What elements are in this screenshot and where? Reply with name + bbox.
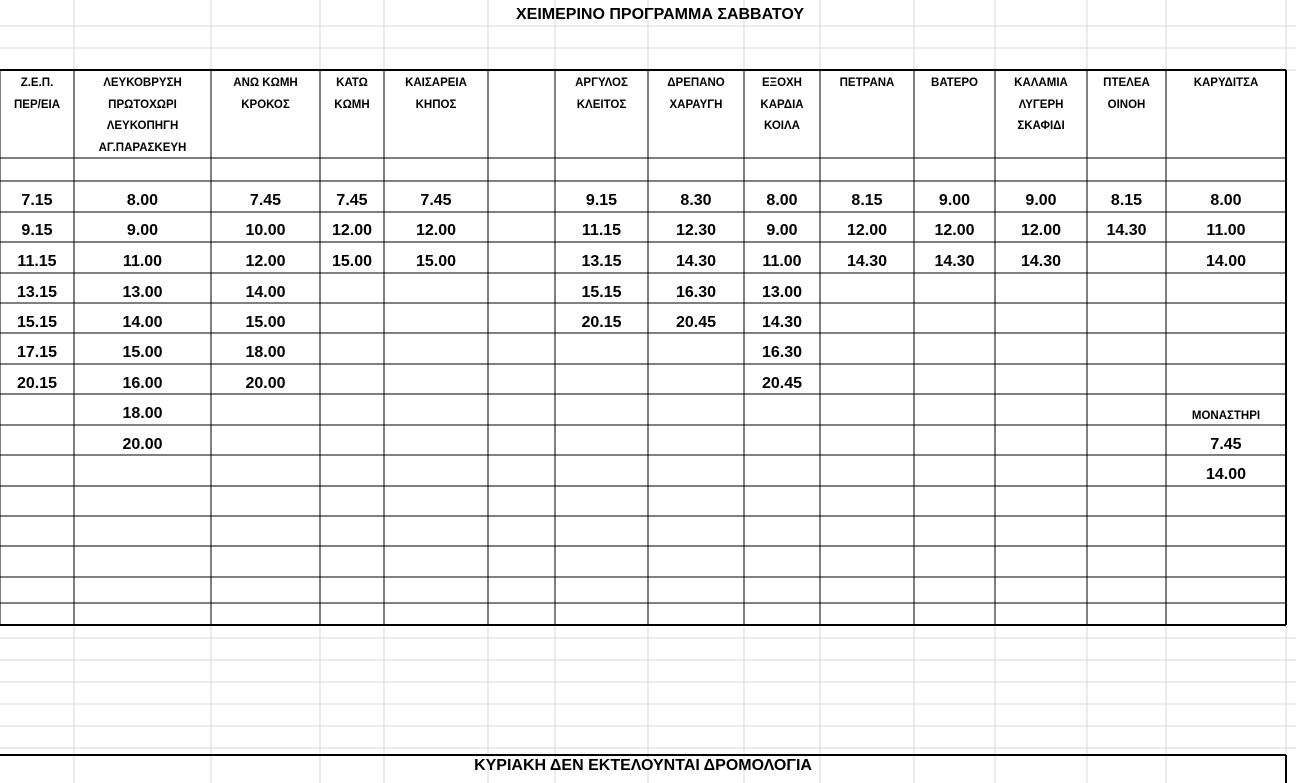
departure-time: 8.00: [1210, 192, 1242, 209]
departure-time: 13.00: [761, 284, 803, 301]
departure-time: 8.15: [851, 192, 883, 209]
column-header-line: ΚΑΛΑΜΙΑ: [1014, 77, 1068, 89]
departure-time: 14.30: [934, 253, 975, 270]
departure-time: 20.45: [675, 314, 717, 331]
departure-time: 9.00: [938, 192, 971, 209]
column-header-line: ΑΡΓΥΛΟΣ: [575, 77, 628, 89]
departure-time: 15.00: [245, 314, 286, 331]
column-header: [914, 73, 995, 95]
departure-time: 14.30: [1106, 222, 1147, 239]
departure-time: 12.00: [1020, 222, 1062, 239]
departure-time: 11.00: [762, 253, 802, 270]
departure-time: 18.00: [122, 405, 163, 422]
departure-time: 14.30: [1020, 253, 1062, 270]
column-header-line: ΠΡΩΤΟΧΩΡΙ: [108, 98, 177, 111]
column-header: [74, 73, 211, 159]
column-header-line: ΚΑΤΩ: [336, 77, 368, 89]
departure-time: 17.15: [16, 344, 58, 361]
departure-time: 7.45: [336, 192, 368, 209]
monastiri-departure-time: 7.45: [1210, 436, 1242, 453]
column-header-line: ΚΑΙΣΑΡΕΙΑ: [405, 77, 467, 89]
departure-time: 7.45: [420, 192, 452, 209]
column-header-line: ΛΕΥΚΟΠΗΓΗ: [106, 120, 179, 132]
departure-time: 9.00: [1025, 192, 1057, 209]
departure-time: 20.45: [761, 375, 803, 392]
column-header-line: ΑΓ.ΠΑΡΑΣΚΕΥΗ: [98, 141, 187, 154]
column-header-line: ΚΑΡΥΔΙΤΣΑ: [1193, 77, 1259, 89]
column-header-line: ΕΞΟΧΗ: [762, 77, 802, 89]
departure-time: 13.15: [581, 253, 622, 270]
departure-time: 18.00: [245, 344, 286, 361]
departure-time: 9.15: [21, 222, 53, 239]
column-header-line: ΠΤΕΛΕΑ: [1103, 77, 1150, 89]
column-header: [211, 73, 320, 116]
departure-time: 8.00: [126, 192, 159, 209]
departure-time: 12.30: [675, 222, 717, 239]
column-header: [820, 73, 914, 95]
departure-time: 10.00: [245, 222, 286, 239]
departure-time: 12.00: [846, 222, 888, 239]
departure-time: 15.00: [415, 253, 457, 270]
column-header: [320, 73, 384, 116]
column-header-line: ΚΡΟΚΟΣ: [241, 98, 290, 111]
column-header-line: ΚΛΕΙΤΟΣ: [576, 98, 627, 111]
departure-time: 14.30: [846, 253, 888, 270]
departure-time: 12.00: [934, 222, 975, 239]
column-header-line: ΛΕΥΚΟΒΡΥΣΗ: [103, 77, 182, 89]
departure-time: 9.00: [126, 222, 159, 239]
column-header-line: ΑΝΩ ΚΩΜΗ: [233, 77, 298, 89]
column-header-line: ΚΗΠΟΣ: [415, 98, 457, 111]
column-header: [1087, 73, 1166, 116]
schedule-title: ΧΕΙΜΕΡΙΝΟ ΠΡΟΓΡΑΜΜΑ ΣΑΒΒΑΤΟΥ: [516, 6, 804, 23]
column-header-line: ΔΡΕΠΑΝΟ: [667, 77, 725, 89]
column-header: [0, 73, 74, 116]
column-header-line: ΟΙΝΟΗ: [1107, 98, 1146, 111]
departure-time: 14.30: [675, 253, 717, 270]
departure-time: 14.00: [122, 314, 163, 331]
departure-time: 20.15: [581, 314, 622, 331]
monastiri-departure-time: 14.00: [1205, 466, 1247, 483]
departure-time: 8.15: [1110, 192, 1143, 209]
column-header: [384, 73, 488, 116]
column-header-line: ΒΑΤΕΡΟ: [931, 77, 978, 89]
departure-time: 20.00: [245, 375, 286, 392]
departure-time: 16.00: [122, 375, 163, 392]
departure-time: 7.15: [21, 192, 53, 209]
departure-time: 15.15: [581, 284, 622, 301]
column-header-line: Ζ.Ε.Π.: [20, 77, 54, 89]
column-header-line: ΠΕΤΡΑΝΑ: [839, 77, 895, 89]
departure-time: 13.15: [16, 284, 58, 301]
sunday-notice: ΚΥΡΙΑΚΗ ΔΕΝ ΕΚΤΕΛΟΥΝΤΑΙ ΔΡΟΜΟΛΟΓΙΑ: [474, 757, 812, 774]
departure-time: 14.00: [245, 284, 286, 301]
departure-time: 11.15: [17, 253, 57, 270]
departure-time: 12.00: [331, 222, 373, 239]
column-header-line: ΚΟΙΛΑ: [764, 120, 800, 132]
column-header: [1166, 73, 1286, 95]
departure-time: 15.15: [16, 314, 58, 331]
column-header-line: ΣΚΑΦΙΔΙ: [1017, 120, 1065, 132]
column-header-line: ΧΑΡΑΥΓΗ: [669, 98, 723, 111]
column-header-line: ΠΕΡ/ΕΙΑ: [13, 98, 60, 111]
departure-time: 20.00: [122, 436, 163, 453]
departure-time: 15.00: [122, 344, 163, 361]
departure-time: 16.30: [761, 344, 803, 361]
departure-time: 15.00: [331, 253, 373, 270]
departure-time: 12.00: [415, 222, 457, 239]
column-header-line: ΚΑΡΔΙΑ: [760, 98, 804, 111]
departure-time: 7.45: [249, 192, 282, 209]
departure-time: 9.15: [585, 192, 618, 209]
departure-time: 11.15: [581, 222, 622, 239]
column-header-line: ΛΥΓΕΡΗ: [1018, 98, 1064, 111]
departure-time: 11.00: [1206, 222, 1246, 239]
departure-time: 12.00: [245, 253, 286, 270]
departure-time: 14.30: [761, 314, 803, 331]
column-header: [995, 73, 1087, 138]
departure-time: 13.00: [122, 284, 163, 301]
monastiri-label: ΜΟΝΑΣΤΗΡΙ: [1191, 410, 1261, 422]
column-header: [744, 73, 820, 138]
departure-time: 14.00: [1205, 253, 1247, 270]
departure-time: 20.15: [16, 375, 58, 392]
column-header: [555, 73, 648, 116]
departure-time: 11.00: [122, 253, 163, 270]
departure-time: 16.30: [675, 284, 717, 301]
departure-time: 8.00: [766, 192, 798, 209]
column-header-line: ΚΩΜΗ: [334, 98, 370, 111]
departure-time: 8.30: [680, 192, 712, 209]
departure-time: 9.00: [766, 222, 798, 239]
column-header: [648, 73, 744, 116]
